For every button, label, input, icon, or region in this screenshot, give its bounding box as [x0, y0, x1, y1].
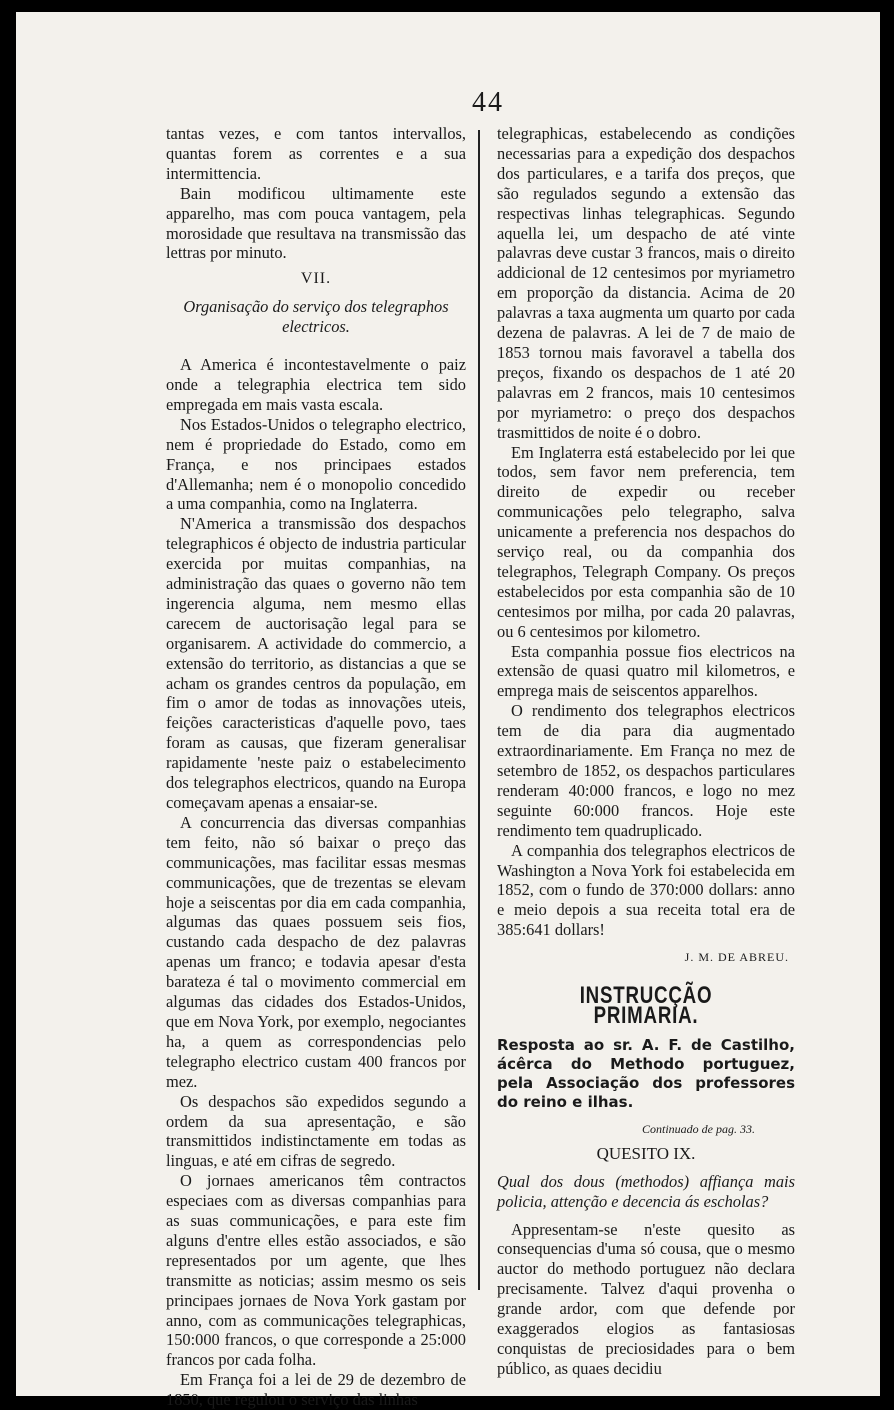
article-subheading: Resposta ao sr. A. F. de Castilho, ácêrca do Methodo portuguez, pela Associação dos professores do reino e ilhas.: [497, 1035, 795, 1111]
page-number: 44: [472, 87, 504, 118]
article-heading: INSTRUCÇÃO PRIMARIA.: [579, 982, 713, 1029]
section-number: VII.: [300, 270, 332, 288]
author-signature: J. M. DE ABREU.: [684, 950, 789, 965]
paragraph: Os despachos são expedidos segundo a ordem da sua apresentação, e são transmittidos indistinctamente em todas as linguas, e até em cifras de segredo.: [166, 1091, 466, 1171]
paragraph: N'America a transmissão dos despachos telegraphicos é objecto de industria particular exercida por muitas companhias, na administração das quaes o governo não tem ingerencia alguma, nem mesmo ellas carecem de auctorisação legal para se organisarem. A actividade do commercio, a extensão do territorio, as distancias a que se acham os grandes centros da população, em fim o amor de todas as innovações uteis, feições caracteristicas d'aquelle povo, taes foram as causas, que fizeram generalisar rapidamente 'neste paiz o estabelecimento dos telegraphos electricos, quando na Europa começavam apenas a ensaiar-se.: [166, 514, 466, 812]
paragraph: O rendimento dos telegraphos electricos tem de dia para dia augmentado extraordinariamente. Em França no mez de setembro de 1852, os despachos particulares renderam 40:000 francos, e logo no mez seguinte 60:000 francos. Hoje este rendimento tem quadruplicado.: [497, 701, 795, 840]
document-page: [16, 12, 880, 1410]
paragraph: A America é incontestavelmente o paiz onde a telegraphia electrica tem sido empregada em mais vasta escala.: [166, 355, 466, 414]
paragraph: telegraphicas, estabelecendo as condições necessarias para a expedição dos despachos dos particulares, e a tarifa dos preços, que são regulados segundo a extensão das respectivas linhas telegraphicas. Segundo aquella lei, um despacho de até vinte palavras deve custar 3 francos, mais o direito addicional de 12 centesimos por myriametro em proporção da distancia. Acima de 20 palavras a taxa augmenta um quarto por cada dezena de palavras. A lei de 7 de maio de 1853 tornou mais favoravel a tabella dos preços, fixando os despachos de 1 até 20 palavras em 2 francos, mais 10 centesimos por myriametro: o preço dos despachos trasmittidos de noite é o dobro.: [497, 124, 795, 442]
paragraph: Bain modificou ultimamente este apparelho, mas com pouca vantagem, pela morosidade que resultava na transmissão das lettras por minuto.: [166, 183, 466, 263]
quesito-heading: QUESITO IX.: [596, 1143, 696, 1163]
left-column: [166, 124, 466, 1410]
paragraph: Appresentam-se n'este quesito as consequencias d'uma só cousa, que o mesmo auctor do methodo portuguez não declara precisamente. Talvez d'aqui provenha o grande ardor, com que defende por exaggerados elogios as fantasiosas conquistas de preciosidades para o bem público, as quaes decidiu: [497, 1219, 795, 1378]
paragraph: A companhia dos telegraphos electricos de Washington a Nova York foi estabelecida em 1852, com o fundo de 370:000 dollars: anno e meio depois a sua receita total era de 385:641 dollars!: [497, 840, 795, 940]
paragraph: A concurrencia das diversas companhias tem feito, não só baixar o preço das communicações, mas facilitar essas mesmas communicações, que de trezentas se elevam hoje a seiscentas por dia em cada companhia, algumas das quaes possuem seis fios, custando cada despacho de dez palavras apenas um franco; e todavia apesar d'esta barateza é tal o movimento commercial em algumas das cidades dos Estados-Unidos, que em Nova York, por exemplo, negociantes ha, a quem as correspondencias pelo telegrapho electrico custam 400 francos por mez.: [166, 812, 466, 1091]
paragraph: Em França foi a lei de 29 de dezembro de 1850, que regulou o serviço das linhas: [166, 1370, 466, 1410]
question-text: Qual dos dous (methodos) affiança mais policia, attenção e decencia ás escholas?: [497, 1171, 795, 1211]
column-divider: [478, 130, 480, 1290]
paragraph: Em Inglaterra está estabelecido por lei que todos, sem favor nem preferencia, tem direito de expedir ou receber communicações pelo telegrapho, salva unicamente a preferencia nos despachos do serviço real, ou da companhia dos telegraphos, Telegraph Company. Os preços estabelecidos por esta companhia são de 10 centesimos por milha, por cada 20 palavras, ou 6 centesimos por kilometro.: [497, 442, 795, 641]
paragraph: Esta companhia possue fios electricos na extensão de quasi quatro mil kilometros, e emprega mais de seiscentos apparelhos.: [497, 641, 795, 701]
paragraph: Nos Estados-Unidos o telegrapho electrico, nem é propriedade do Estado, como em França, e nos principaes estados d'Allemanha; nem é o monopolio concedido a uma companhia, como na Inglaterra.: [166, 414, 466, 514]
right-column: [497, 124, 795, 1379]
paragraph: tantas vezes, e com tantos intervallos, quantas forem as correntes e a sua intermittencia.: [166, 124, 466, 183]
continued-note: Continuado de pag. 33.: [642, 1121, 755, 1136]
section-title: Organisação do serviço dos telegraphos electricos.: [183, 297, 449, 337]
paragraph: O jornaes americanos têm contractos especiaes com as diversas companhias para as suas communicações, e para este fim alguns d'entre elles estão associados, e são representados por um agente, que lhes transmitte as noticias; assim mesmo os seis principaes jornaes de Nova York gastam por anno, com as communicações telegraphicas, 150:000 francos, o que corresponde a 25:000 francos por cada folha.: [166, 1171, 466, 1370]
